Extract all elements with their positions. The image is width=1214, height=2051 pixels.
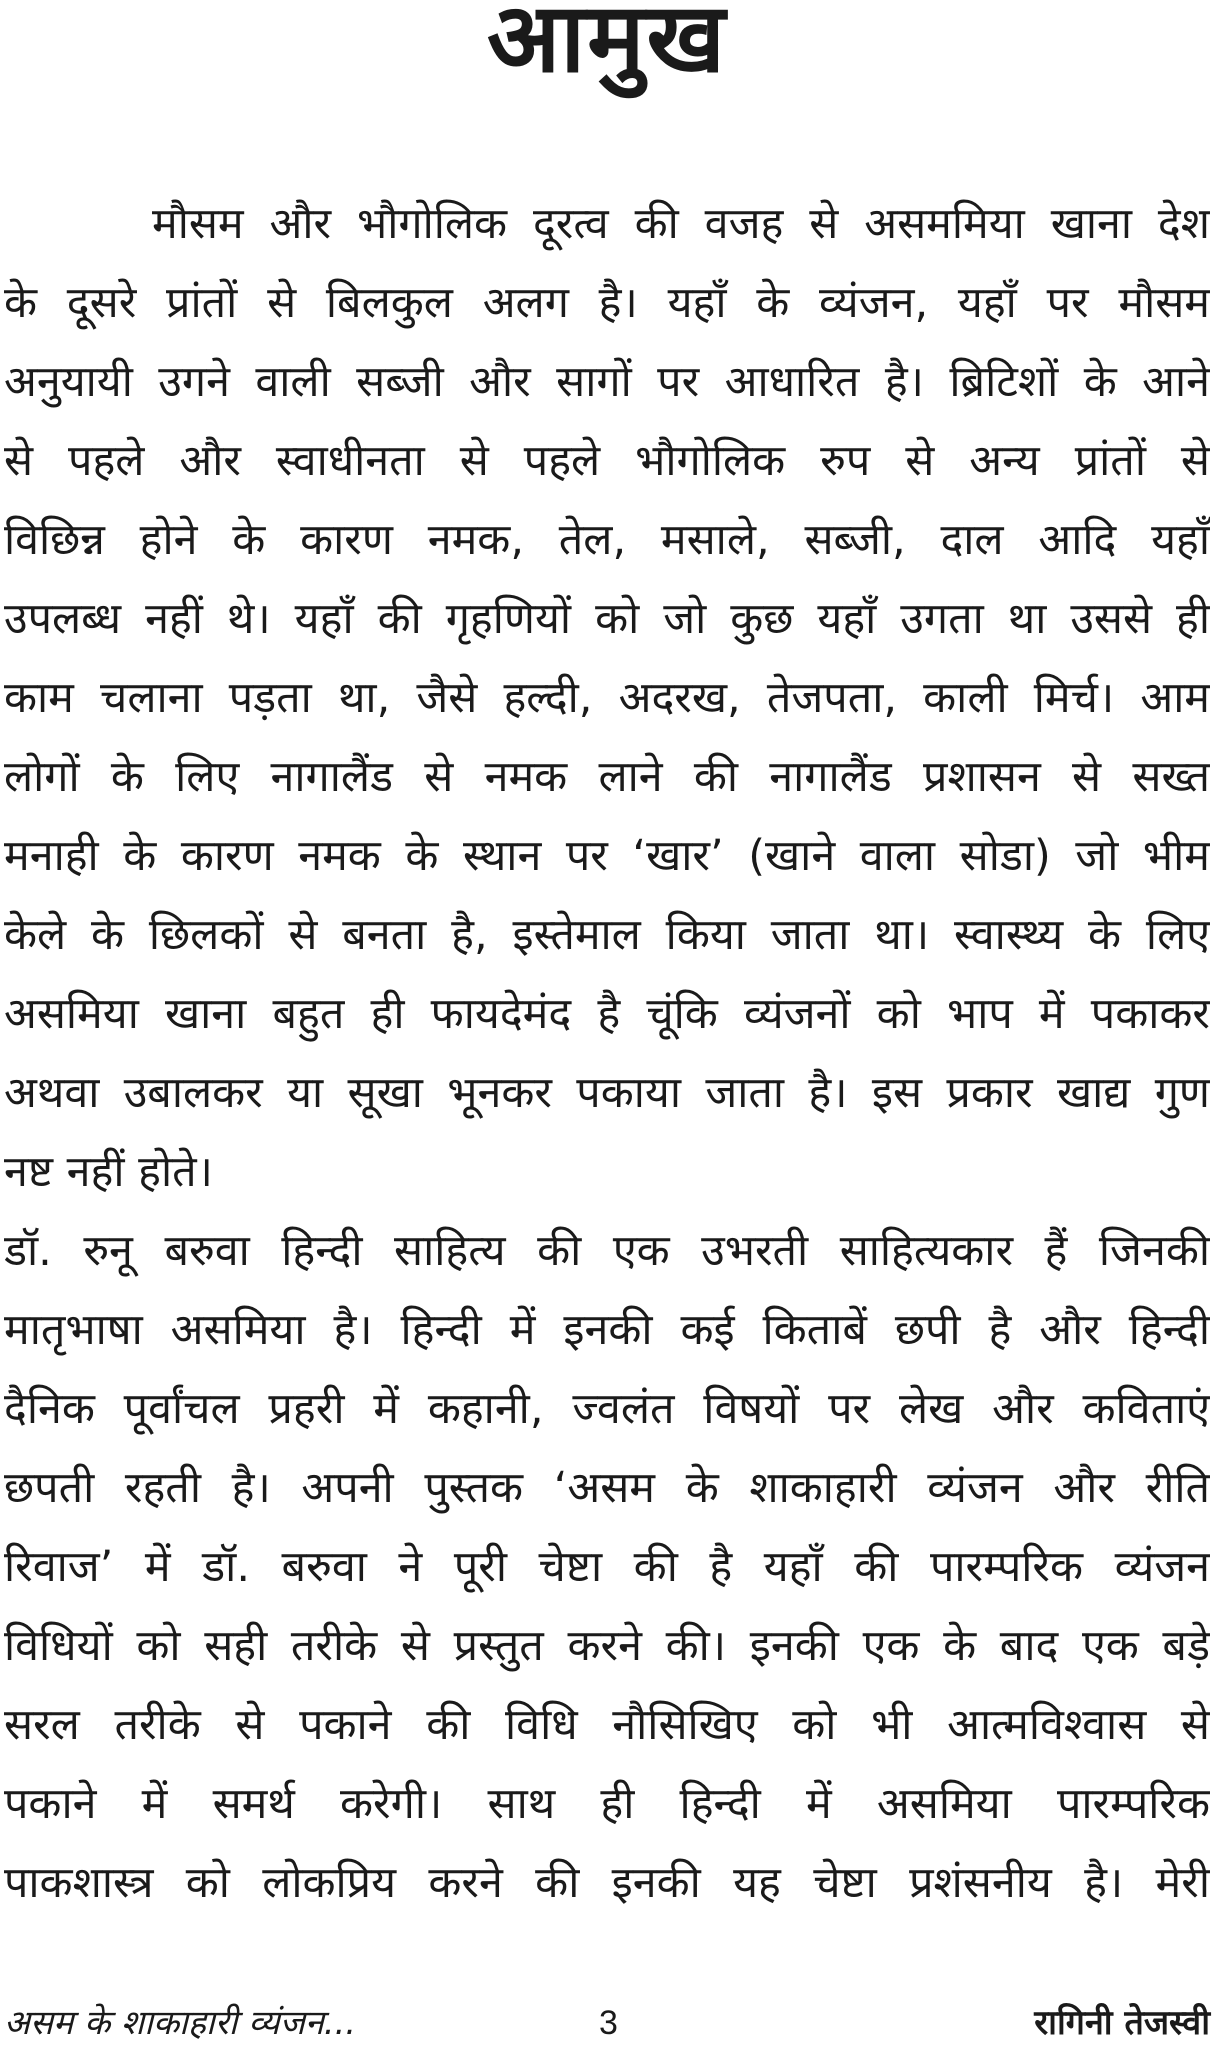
text-line: विछिन्न होने के कारण नमक, तेल, मसाले, सब्जी, दाल आदि यहाँ [4,515,1210,565]
footer-book-title: असम के शाकाहारी व्यंजन... [4,2003,357,2043]
text-line: के दूसरे प्रांतों से बिलकुल अलग है। यहाँ के व्यंजन, यहाँ पर मौसम [4,278,1210,328]
text-line: रिवाज’ में डॉ. बरुवा ने पूरी चेष्टा की है यहाँ की पारम्परिक व्यंजन [4,1542,1210,1592]
text-line: छपती रहती है। अपनी पुस्तक ‘असम के शाकाहारी व्यंजन और रीति [4,1463,1210,1513]
page-number: 3 [599,2004,618,2042]
page-footer [4,1995,1210,2051]
text-line: दैनिक पूर्वांचल प्रहरी में कहानी, ज्वलंत विषयों पर लेख और कविताएं [4,1384,1210,1434]
body-text [4,185,1210,1923]
text-line: अनुयायी उगने वाली सब्जी और सागों पर आधारित है। ब्रिटिशों के आने [4,357,1210,407]
page-title: आमुख [486,0,728,94]
text-line: मातृभाषा असमिया है। हिन्दी में इनकी कई किताबें छपी है और हिन्दी [4,1305,1210,1355]
text-line: से पहले और स्वाधीनता से पहले भौगोलिक रुप से अन्य प्रांतों से [4,436,1210,486]
text-line: सरल तरीके से पकाने की विधि नौसिखिए को भी आत्मविश्वास से [4,1700,1210,1750]
text-line: उपलब्ध नहीं थे। यहाँ की गृहणियों को जो कुछ यहाँ उगता था उससे ही [4,594,1210,644]
text-line: असमिया खाना बहुत ही फायदेमंद है चूंकि व्यंजनों को भाप में पकाकर [4,989,1210,1039]
text-line: पाकशास्त्र को लोकप्रिय करने की इनकी यह चेष्टा प्रशंसनीय है। मेरी [4,1858,1210,1908]
text-line: नष्ट नहीं होते। [4,1147,213,1197]
text-line: केले के छिलकों से बनता है, इस्तेमाल किया जाता था। स्वास्थ्य के लिए [4,910,1210,960]
text-line: डॉ. रुनू बरुवा हिन्दी साहित्य की एक उभरती साहित्यकार हैं जिनकी [4,1226,1210,1276]
text-line: विधियों को सही तरीके से प्रस्तुत करने की। इनकी एक के बाद एक बड़े [4,1621,1210,1671]
text-line: काम चलाना पड़ता था, जैसे हल्दी, अदरख, तेजपता, काली मिर्च। आम [4,673,1210,723]
text-line: लोगों के लिए नागालैंड से नमक लाने की नागालैंड प्रशासन से सख्त [4,752,1210,802]
text-line: पकाने में समर्थ करेगी। साथ ही हिन्दी में असमिया पारम्परिक [4,1779,1210,1829]
footer-author: रागिनी तेजस्वी [1034,2003,1210,2043]
text-line: मौसम और भौगोलिक दूरत्व की वजह से असममिया खाना देश [152,199,1210,249]
text-line: अथवा उबालकर या सूखा भूनकर पकाया जाता है। इस प्रकार खाद्य गुण [4,1068,1210,1118]
text-line: मनाही के कारण नमक के स्थान पर ‘खार’ (खाने वाला सोडा) जो भीम [4,831,1210,881]
